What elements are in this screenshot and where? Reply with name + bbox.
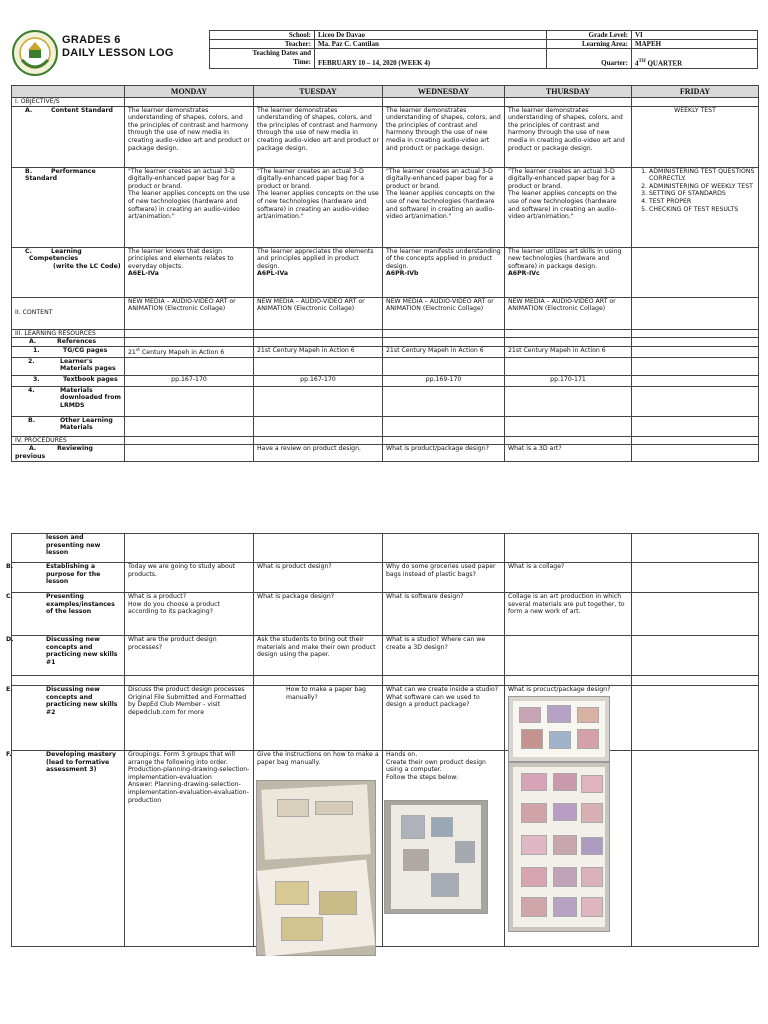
blank-header [12,86,125,98]
content-mon: NEW MEDIA – AUDIO-VIDEO ART or ANIMATION (Electronic Collage) [125,297,254,329]
row-textbook-pages: 3. Textbook pages [12,375,125,386]
header-info-table [209,30,758,69]
section-content: II. CONTENT [12,297,125,329]
friday-list-item: 4. TEST PROPER [649,198,755,206]
discussing2-wed: What can we create inside a studio? What software can we used to design a product package? [383,686,505,751]
row-reviewing: A. Reviewing previous [12,445,125,461]
establishing-tue: What is product design? [254,563,383,593]
content-std-wed: The learner demonstrates understanding of shapes, colors, and the principles of contrast and harmony through the use of new media in creating audio-video art and product or package design. [383,106,505,167]
dates-label: Teaching Dates and Time: [210,49,315,69]
teacher-label: Teacher: [210,40,315,49]
content-std-tue: The learner demonstrates understanding of shapes, colors, and the principles of contrast and harmony through the use of new media in creating audio-video art and product or package design. [254,106,383,167]
reviewing-wed: What is product/package design? [383,445,505,461]
software-steps-photo [384,800,488,914]
row-references: A. References [12,338,125,347]
establishing-mon: Today we are going to study about products. [125,563,254,593]
friday-list-item: 1. ADMINISTERING TEST QUESTIONS CORRECTLY. [649,168,755,183]
textbook-wed: pp.169-170 [383,375,505,386]
content-tue: NEW MEDIA – AUDIO-VIDEO ART or ANIMATION (Electronic Collage) [254,297,383,329]
row-developing: F. Developing mastery (lead to formative assessment 3) [12,751,125,947]
dates-value: FEBRUARY 10 – 14, 2020 (WEEK 4) [315,49,547,69]
content-std-mon: The learner demonstrates understanding of shapes, colors, and the principles of contrast and harmony through the use of new media in creating audio-video art and product or package design. [125,106,254,167]
content-wed: NEW MEDIA – AUDIO-VIDEO ART or ANIMATION (Electronic Collage) [383,297,505,329]
discussing2-mon: Discuss the product design processes Original File Submitted and Formatted by DepEd Club Member - visit depedclub.com for more [125,686,254,751]
tg-tue: 21st Century Mapeh in Action 6 [254,346,383,357]
developing-tue: Give the instructions on how to make a paper bag manually. [254,751,383,947]
row-tg-pages: 1. TG/CG pages [12,346,125,357]
collage-samples-photo [508,762,610,932]
content-thu: NEW MEDIA – AUDIO-VIDEO ART or ANIMATION (Electronic Collage) [505,297,632,329]
day-thursday: THURSDAY [505,86,632,98]
discussing2-thu: What is procuct/package design? [505,686,632,751]
friday-list-item: 5. CHECKING OF TEST RESULTS [649,206,755,214]
content-std-thu: The learner demonstrates understanding of shapes, colors, and the principles of contrast and harmony through the use of new media in creating audio-video art and product or package design. [505,106,632,167]
discussing1-mon: What are the product design processes? [125,636,254,676]
area-value: MAPEH [632,40,758,49]
lesson-log-table-page1 [11,85,759,462]
row-performance-standard: B. Performance Standard [12,167,125,247]
lc-tue: The learner appreciates the elements and principles applied in product design. A6PL-IVa [254,247,383,297]
presenting-wed: What is software design? [383,593,505,636]
perf-std-mon: "The learner creates an actual 3-D digitally-enhanced paper bag for a product or brand. The leaner applies concepts on the use of new technologies (hardware and software) in creating an audio-video art/animation." [125,167,254,247]
day-friday: FRIDAY [632,86,759,98]
section-resources: III. LEARNING RESOURCES [12,329,125,338]
perf-std-wed: "The learner creates an actual 3-D digitally-enhanced paper bag for a product or brand. The leaner applies concepts on the use of new technologies (hardware and software) in creating an audio-video art/animation." [383,167,505,247]
friday-test-list [632,167,759,247]
day-tuesday: TUESDAY [254,86,383,98]
developing-wed: Hands on. Create their own product design using a computer. Follow the steps below: [383,751,505,947]
row-presenting: C. Presenting examples/instances of the lesson [12,593,125,636]
row-discussing-2: E. Discussing new concepts and practicing new skills #2 [12,686,125,751]
section-objectives: I. OBJECTIVE/S [12,98,125,107]
establishing-wed: Why do some groceries used paper bags instead of plastic bags? [383,563,505,593]
friday-list-item: 2. ADMINISTERING OF WEEKLY TEST [649,183,755,191]
discussing2-tue: How to make a paper bag manually? [254,686,383,751]
quarter-value: 4TH QUARTER [632,49,758,69]
document-title: GRADES 6 DAILY LESSON LOG [62,34,174,59]
school-label: School: [210,31,315,40]
presenting-mon: What is a product? How do you choose a product according to its packaging? [125,593,254,636]
lc-mon: The learner knows that design principles and elements relates to everyday objects. A6EL-IVa [125,247,254,297]
row-learning-competencies: C. Learning Competencies (write the LC Code) [12,247,125,297]
tg-thu: 21st Century Mapeh in Action 6 [505,346,632,357]
reviewing-tue: Have a review on product design. [254,445,383,461]
row-learners-materials: 2. Learner's Materials pages [12,357,125,375]
textbook-thu: pp.170-171 [505,375,632,386]
row-materials-lrmds: 4. Materials downloaded from LRMDS [12,386,125,416]
row-discussing-1: D. Discussing new concepts and practicing new skills #1 [12,636,125,676]
grade-label: Grade Level: [547,31,632,40]
row-reviewing-cont: lesson and presenting new lesson [12,534,125,563]
lc-thu: The learner utilizes art skills in using new technologies (hardware and software) in package design. A6PR-IVc [505,247,632,297]
row-other-materials: B. Other Learning Materials [12,416,125,436]
day-wednesday: WEDNESDAY [383,86,505,98]
friday-list-item: 3. SETTING OF STANDARDS [649,190,755,198]
reviewing-thu: What is a 3D art? [505,445,632,461]
textbook-mon: pp.167-170 [125,375,254,386]
grade-value: VI [632,31,758,40]
teacher-value: Ma. Paz C. Cantilan [315,40,547,49]
presenting-tue: What is package design? [254,593,383,636]
friday-weekly-test: WEEKLY TEST [632,106,759,167]
textbook-tue: pp.167-170 [254,375,383,386]
presenting-thu: Collage is an art production in which several materials are put together, to form a new work of art. [505,593,632,636]
school-value: Liceo De Davao [315,31,547,40]
perf-std-thu: "The learner creates an actual 3-D digitally-enhanced paper bag for a product or brand. The leaner applies concepts on the use of new technologies (hardware and software) in creating an audio-video art/animation." [505,167,632,247]
row-establishing: B. Establishing a purpose for the lesson [12,563,125,593]
discussing1-tue: Ask the students to bring out their materials and make their own product design using the paper. [254,636,383,676]
paper-bag-instructions-photo [256,780,376,956]
establishing-thu: What is a collage? [505,563,632,593]
tg-mon: 21st Century Mapeh in Action 6 [125,346,254,357]
row-content-standard: A. Content Standard [12,106,125,167]
collage-photo-thursday-e [508,696,610,762]
school-logo [12,30,58,76]
lc-wed: The learner manifests understanding of the concepts applied in product design. A6PR-IVb [383,247,505,297]
section-procedures: IV. PROCEDURES [12,436,125,445]
area-label: Learning Area: [547,40,632,49]
tg-wed: 21st Century Mapeh in Action 6 [383,346,505,357]
discussing1-wed: What is a studio? Where can we create a 3D design? [383,636,505,676]
quarter-label: Quarter: [547,49,632,69]
developing-mon: Groupings. Form 3 groups that will arrange the following into order. Production-planning-drawing-selection-implementation-evaluation Answer: Planning-drawing-selection-implementation-evaluation-evaluation-production [125,751,254,947]
perf-std-tue: "The learner creates an actual 3-D digitally-enhanced paper bag for a product or brand. The leaner applies concepts on the use of new technologies (hardware and software) in creating an audio-video art/animation." [254,167,383,247]
day-monday: MONDAY [125,86,254,98]
